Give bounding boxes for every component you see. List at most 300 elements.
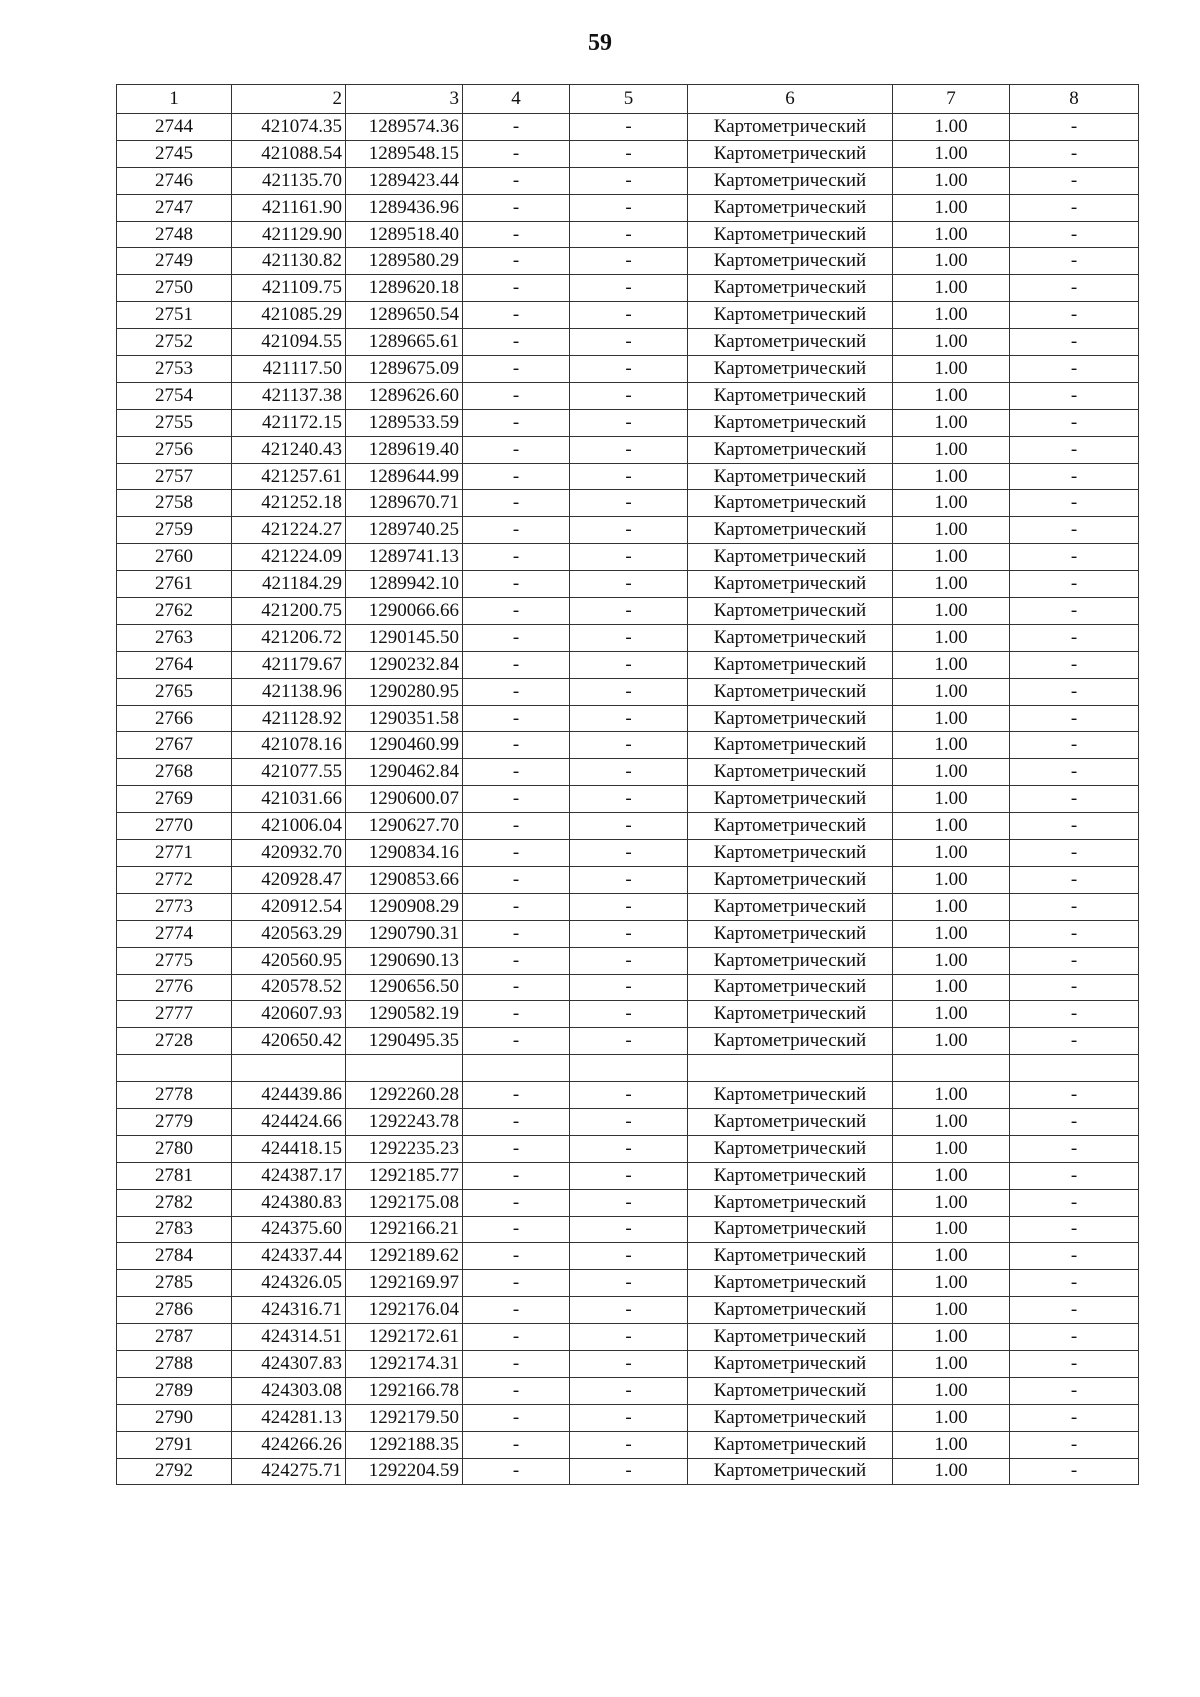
table-row — [117, 1189, 1139, 1216]
table-cell: 2780 — [117, 1135, 232, 1162]
table-cell — [688, 1055, 893, 1082]
table-cell: 420563.29 — [232, 920, 346, 947]
table-cell: - — [1010, 1350, 1139, 1377]
table-row — [117, 302, 1139, 329]
coordinates-table — [116, 84, 1139, 1485]
header-row — [117, 85, 1139, 114]
table-cell: Картометрический — [688, 624, 893, 651]
table-cell: 421224.09 — [232, 544, 346, 571]
table-cell: Картометрический — [688, 463, 893, 490]
table-cell: 421138.96 — [232, 678, 346, 705]
table-cell: 1289665.61 — [346, 329, 463, 356]
table-cell: - — [1010, 356, 1139, 383]
table-cell: Картометрический — [688, 1377, 893, 1404]
table-cell — [893, 1055, 1010, 1082]
table-cell: 2791 — [117, 1431, 232, 1458]
table-cell: - — [570, 1270, 688, 1297]
table-cell: - — [463, 1082, 570, 1109]
table-cell: Картометрический — [688, 1431, 893, 1458]
table-cell: 2761 — [117, 571, 232, 598]
table-cell: - — [570, 651, 688, 678]
table-cell: - — [570, 1162, 688, 1189]
table-cell: - — [463, 1135, 570, 1162]
table-cell: 1.00 — [893, 1135, 1010, 1162]
table-row — [117, 1216, 1139, 1243]
table-cell: - — [570, 436, 688, 463]
table-cell: 421129.90 — [232, 221, 346, 248]
table-cell: - — [570, 302, 688, 329]
table-cell: 1292166.78 — [346, 1377, 463, 1404]
table-cell: 1.00 — [893, 517, 1010, 544]
table-cell: 1292189.62 — [346, 1243, 463, 1270]
table-cell: 1289436.96 — [346, 194, 463, 221]
table-cell: Картометрический — [688, 651, 893, 678]
table-cell: 421078.16 — [232, 732, 346, 759]
table-cell: - — [463, 759, 570, 786]
table-cell: 2789 — [117, 1377, 232, 1404]
table-cell: 420912.54 — [232, 893, 346, 920]
table-cell: - — [1010, 624, 1139, 651]
table-cell: 1.00 — [893, 1297, 1010, 1324]
table-cell: - — [463, 140, 570, 167]
table-cell: - — [570, 463, 688, 490]
table-cell: 1.00 — [893, 356, 1010, 383]
table-cell: 1.00 — [893, 759, 1010, 786]
table-cell: Картометрический — [688, 409, 893, 436]
table-cell: 421031.66 — [232, 786, 346, 813]
table-row — [117, 1162, 1139, 1189]
table-cell: 424439.86 — [232, 1082, 346, 1109]
table-cell: 421257.61 — [232, 463, 346, 490]
table-cell: 2785 — [117, 1270, 232, 1297]
table-cell: 1289423.44 — [346, 167, 463, 194]
table-cell: 1292235.23 — [346, 1135, 463, 1162]
table-cell: 1289533.59 — [346, 409, 463, 436]
table-cell: - — [1010, 167, 1139, 194]
table-cell: 424281.13 — [232, 1404, 346, 1431]
table-cell: 2749 — [117, 248, 232, 275]
table-cell: - — [570, 705, 688, 732]
table-cell: Картометрический — [688, 1082, 893, 1109]
table-row — [117, 356, 1139, 383]
table-cell: - — [570, 409, 688, 436]
table-cell: 1.00 — [893, 409, 1010, 436]
table-cell: 1.00 — [893, 893, 1010, 920]
table-cell: - — [570, 1189, 688, 1216]
table-cell: 1289670.71 — [346, 490, 463, 517]
table-cell: - — [463, 974, 570, 1001]
table-cell: - — [463, 1404, 570, 1431]
table-cell: - — [463, 1001, 570, 1028]
table-cell: - — [570, 1458, 688, 1485]
table-cell: 1.00 — [893, 1162, 1010, 1189]
table-cell: 2758 — [117, 490, 232, 517]
table-body — [117, 85, 1139, 1485]
table-cell: Картометрический — [688, 813, 893, 840]
table-cell: 1289626.60 — [346, 382, 463, 409]
table-cell: - — [463, 221, 570, 248]
table-cell: - — [1010, 490, 1139, 517]
table-row — [117, 382, 1139, 409]
table-cell: 2787 — [117, 1324, 232, 1351]
table-cell: - — [570, 544, 688, 571]
table-cell: - — [463, 1243, 570, 1270]
table-cell: 424314.51 — [232, 1324, 346, 1351]
table-cell: 1.00 — [893, 1108, 1010, 1135]
table-cell: Картометрический — [688, 1243, 893, 1270]
table-cell: Картометрический — [688, 1135, 893, 1162]
table-cell: 1292188.35 — [346, 1431, 463, 1458]
table-cell: - — [1010, 1270, 1139, 1297]
table-cell: 1292169.97 — [346, 1270, 463, 1297]
table-cell: 2752 — [117, 329, 232, 356]
table-cell: - — [1010, 1243, 1139, 1270]
table-cell: 1.00 — [893, 302, 1010, 329]
table-row — [117, 436, 1139, 463]
table-cell: 1292260.28 — [346, 1082, 463, 1109]
table-cell: 1290600.07 — [346, 786, 463, 813]
column-header: 2 — [232, 85, 346, 114]
table-cell: - — [570, 1377, 688, 1404]
table-cell: 2763 — [117, 624, 232, 651]
table-cell: Картометрический — [688, 1404, 893, 1431]
table-cell: 420607.93 — [232, 1001, 346, 1028]
table-row — [117, 1324, 1139, 1351]
table-cell: 2757 — [117, 463, 232, 490]
table-cell: Картометрический — [688, 598, 893, 625]
table-cell: 1.00 — [893, 813, 1010, 840]
table-cell: 421172.15 — [232, 409, 346, 436]
table-cell: - — [463, 1458, 570, 1485]
table-cell: - — [463, 651, 570, 678]
table-cell: - — [570, 1135, 688, 1162]
table-cell: 1290656.50 — [346, 974, 463, 1001]
table-cell: - — [463, 705, 570, 732]
table-cell: - — [1010, 598, 1139, 625]
table-cell: - — [463, 678, 570, 705]
table-row — [117, 571, 1139, 598]
table-cell: 2760 — [117, 544, 232, 571]
table-cell: 2768 — [117, 759, 232, 786]
table-cell: 1289650.54 — [346, 302, 463, 329]
table-cell: Картометрический — [688, 329, 893, 356]
table-cell: 424424.66 — [232, 1108, 346, 1135]
table-cell: 1290066.66 — [346, 598, 463, 625]
table-cell: 2772 — [117, 866, 232, 893]
table-cell: 421200.75 — [232, 598, 346, 625]
table-cell: 2765 — [117, 678, 232, 705]
table-cell: 1.00 — [893, 490, 1010, 517]
table-cell: - — [1010, 759, 1139, 786]
table-cell: 1.00 — [893, 974, 1010, 1001]
table-row — [117, 920, 1139, 947]
table-cell: - — [570, 893, 688, 920]
table-cell: - — [570, 1001, 688, 1028]
table-cell: - — [1010, 1189, 1139, 1216]
table-cell: 2745 — [117, 140, 232, 167]
table-row — [117, 275, 1139, 302]
table-cell: - — [570, 1082, 688, 1109]
table-cell: - — [570, 517, 688, 544]
table-row — [117, 893, 1139, 920]
table-cell: 1292204.59 — [346, 1458, 463, 1485]
table-cell: - — [1010, 1431, 1139, 1458]
table-cell: Картометрический — [688, 140, 893, 167]
table-cell: - — [463, 275, 570, 302]
table-cell: Картометрический — [688, 544, 893, 571]
table-cell: 2774 — [117, 920, 232, 947]
table-cell: - — [463, 1189, 570, 1216]
table-cell: 424387.17 — [232, 1162, 346, 1189]
table-cell: - — [463, 947, 570, 974]
table-cell: - — [1010, 705, 1139, 732]
table-cell: 1292172.61 — [346, 1324, 463, 1351]
table-cell: 2756 — [117, 436, 232, 463]
table-cell: - — [570, 140, 688, 167]
table-cell: 2771 — [117, 840, 232, 867]
column-header: 1 — [117, 85, 232, 114]
table-cell: 1.00 — [893, 1350, 1010, 1377]
table-cell: 1.00 — [893, 1216, 1010, 1243]
table-cell: 424307.83 — [232, 1350, 346, 1377]
table-cell: - — [463, 167, 570, 194]
table-cell: 420650.42 — [232, 1028, 346, 1055]
table-cell: 1289518.40 — [346, 221, 463, 248]
table-cell: - — [1010, 1135, 1139, 1162]
table-cell: 1292175.08 — [346, 1189, 463, 1216]
table-cell: Картометрический — [688, 1458, 893, 1485]
table-cell: 1.00 — [893, 1189, 1010, 1216]
table-cell: 1.00 — [893, 140, 1010, 167]
table-row — [117, 947, 1139, 974]
table-cell: - — [1010, 1377, 1139, 1404]
table-cell: - — [1010, 517, 1139, 544]
table-cell: - — [463, 517, 570, 544]
table-cell: - — [1010, 114, 1139, 141]
table-cell: 1289574.36 — [346, 114, 463, 141]
table-cell: 1.00 — [893, 544, 1010, 571]
table-cell: 1289740.25 — [346, 517, 463, 544]
table-cell: 1290582.19 — [346, 1001, 463, 1028]
table-cell: 1292243.78 — [346, 1108, 463, 1135]
table-cell: 1.00 — [893, 705, 1010, 732]
table-cell: - — [1010, 1297, 1139, 1324]
table-row — [117, 1297, 1139, 1324]
table-cell: Картометрический — [688, 705, 893, 732]
table-cell: - — [570, 813, 688, 840]
table-cell: Картометрический — [688, 732, 893, 759]
table-cell: - — [570, 786, 688, 813]
table-cell: - — [570, 571, 688, 598]
table-cell: - — [463, 866, 570, 893]
table-row — [117, 813, 1139, 840]
table-cell: 421137.38 — [232, 382, 346, 409]
table-row — [117, 1404, 1139, 1431]
table-row — [117, 866, 1139, 893]
table-cell: 421224.27 — [232, 517, 346, 544]
table-cell: 1292176.04 — [346, 1297, 463, 1324]
table-cell: Картометрический — [688, 947, 893, 974]
table-cell: Картометрический — [688, 1297, 893, 1324]
table-cell: 1290627.70 — [346, 813, 463, 840]
table-cell: - — [1010, 1028, 1139, 1055]
table-cell: 421206.72 — [232, 624, 346, 651]
table-cell: Картометрический — [688, 114, 893, 141]
table-cell: - — [570, 1216, 688, 1243]
table-cell: 421135.70 — [232, 167, 346, 194]
table-cell: - — [1010, 813, 1139, 840]
table-cell: 1.00 — [893, 920, 1010, 947]
table-cell: 424326.05 — [232, 1270, 346, 1297]
table-cell: - — [463, 463, 570, 490]
table-cell: 2754 — [117, 382, 232, 409]
table-cell: - — [463, 490, 570, 517]
table-cell: - — [463, 786, 570, 813]
table-cell: 421088.54 — [232, 140, 346, 167]
table-cell: 421109.75 — [232, 275, 346, 302]
table-cell: - — [463, 920, 570, 947]
table-cell: - — [463, 1377, 570, 1404]
table-cell: - — [1010, 893, 1139, 920]
table-row — [117, 1082, 1139, 1109]
table-cell: Картометрический — [688, 356, 893, 383]
table-cell: 1.00 — [893, 1377, 1010, 1404]
table-cell: 424337.44 — [232, 1243, 346, 1270]
table-cell — [570, 1055, 688, 1082]
table-cell: 2744 — [117, 114, 232, 141]
table-cell: Картометрический — [688, 840, 893, 867]
table-cell: - — [1010, 436, 1139, 463]
table-cell: 424266.26 — [232, 1431, 346, 1458]
table-cell: - — [570, 920, 688, 947]
table-cell: 1.00 — [893, 1243, 1010, 1270]
table-cell: - — [463, 1297, 570, 1324]
table-cell: Картометрический — [688, 571, 893, 598]
table-cell: - — [570, 947, 688, 974]
table-cell: - — [463, 1324, 570, 1351]
table-row — [117, 598, 1139, 625]
table-cell: 2767 — [117, 732, 232, 759]
table-cell: Картометрический — [688, 248, 893, 275]
table-cell: - — [1010, 1082, 1139, 1109]
table-cell: - — [570, 114, 688, 141]
table-cell: - — [1010, 920, 1139, 947]
table-row — [117, 194, 1139, 221]
table-cell: 1289620.18 — [346, 275, 463, 302]
table-cell: 1.00 — [893, 114, 1010, 141]
table-cell: Картометрический — [688, 275, 893, 302]
table-cell: Картометрический — [688, 893, 893, 920]
table-row — [117, 1350, 1139, 1377]
table-cell: - — [570, 275, 688, 302]
table-cell: 421179.67 — [232, 651, 346, 678]
table-cell: - — [570, 840, 688, 867]
table-cell: - — [463, 1108, 570, 1135]
table-cell: - — [463, 248, 570, 275]
table-cell: - — [570, 1404, 688, 1431]
table-cell: - — [570, 624, 688, 651]
table-row — [117, 678, 1139, 705]
table-cell: 421077.55 — [232, 759, 346, 786]
table-cell: - — [463, 893, 570, 920]
table-cell: - — [570, 1028, 688, 1055]
table-cell: Картометрический — [688, 1162, 893, 1189]
table-cell: Картометрический — [688, 221, 893, 248]
table-row — [117, 974, 1139, 1001]
table-row — [117, 167, 1139, 194]
table-row — [117, 1270, 1139, 1297]
table-cell — [232, 1055, 346, 1082]
column-header: 4 — [463, 85, 570, 114]
table-cell: 1.00 — [893, 1458, 1010, 1485]
table-cell: - — [570, 1324, 688, 1351]
table-row — [117, 759, 1139, 786]
table-row — [117, 1458, 1139, 1485]
table-cell: - — [1010, 1404, 1139, 1431]
table-cell: 1289675.09 — [346, 356, 463, 383]
table-cell: 1.00 — [893, 167, 1010, 194]
table-row — [117, 140, 1139, 167]
table-cell: - — [1010, 302, 1139, 329]
table-cell: 2755 — [117, 409, 232, 436]
table-cell: - — [1010, 463, 1139, 490]
table-cell: 2783 — [117, 1216, 232, 1243]
table-cell: 1.00 — [893, 598, 1010, 625]
table-cell: - — [1010, 866, 1139, 893]
table-cell: 1289580.29 — [346, 248, 463, 275]
table-cell: - — [570, 1243, 688, 1270]
table-cell: Картометрический — [688, 1001, 893, 1028]
table-cell: Картометрический — [688, 786, 893, 813]
table-cell: 421085.29 — [232, 302, 346, 329]
table-cell: - — [1010, 382, 1139, 409]
table-cell: - — [463, 356, 570, 383]
table-cell: 1.00 — [893, 1270, 1010, 1297]
table-cell: Картометрический — [688, 382, 893, 409]
table-cell: Картометрический — [688, 1324, 893, 1351]
table-row — [117, 1001, 1139, 1028]
table-cell: - — [1010, 544, 1139, 571]
table-row — [117, 1135, 1139, 1162]
table-cell: 1290232.84 — [346, 651, 463, 678]
table-cell: - — [570, 598, 688, 625]
table-cell: 1290460.99 — [346, 732, 463, 759]
table-cell: - — [463, 194, 570, 221]
table-cell: 1292185.77 — [346, 1162, 463, 1189]
table-cell: Картометрический — [688, 1108, 893, 1135]
table-cell: - — [570, 1297, 688, 1324]
table-cell: 1289942.10 — [346, 571, 463, 598]
table-cell: 421074.35 — [232, 114, 346, 141]
table-cell: 1.00 — [893, 221, 1010, 248]
table-cell: 424275.71 — [232, 1458, 346, 1485]
table-cell: - — [463, 598, 570, 625]
table-cell: 1.00 — [893, 678, 1010, 705]
table-cell: 1290145.50 — [346, 624, 463, 651]
table-cell: 1.00 — [893, 1001, 1010, 1028]
table-cell: - — [463, 114, 570, 141]
table-cell: Картометрический — [688, 759, 893, 786]
table-cell: - — [570, 490, 688, 517]
table-cell: - — [570, 1431, 688, 1458]
table-row — [117, 1055, 1139, 1082]
table-cell: - — [1010, 732, 1139, 759]
table-cell: 1290690.13 — [346, 947, 463, 974]
table-cell: 424316.71 — [232, 1297, 346, 1324]
table-cell: - — [570, 732, 688, 759]
table-cell: - — [463, 436, 570, 463]
table-cell: 2775 — [117, 947, 232, 974]
